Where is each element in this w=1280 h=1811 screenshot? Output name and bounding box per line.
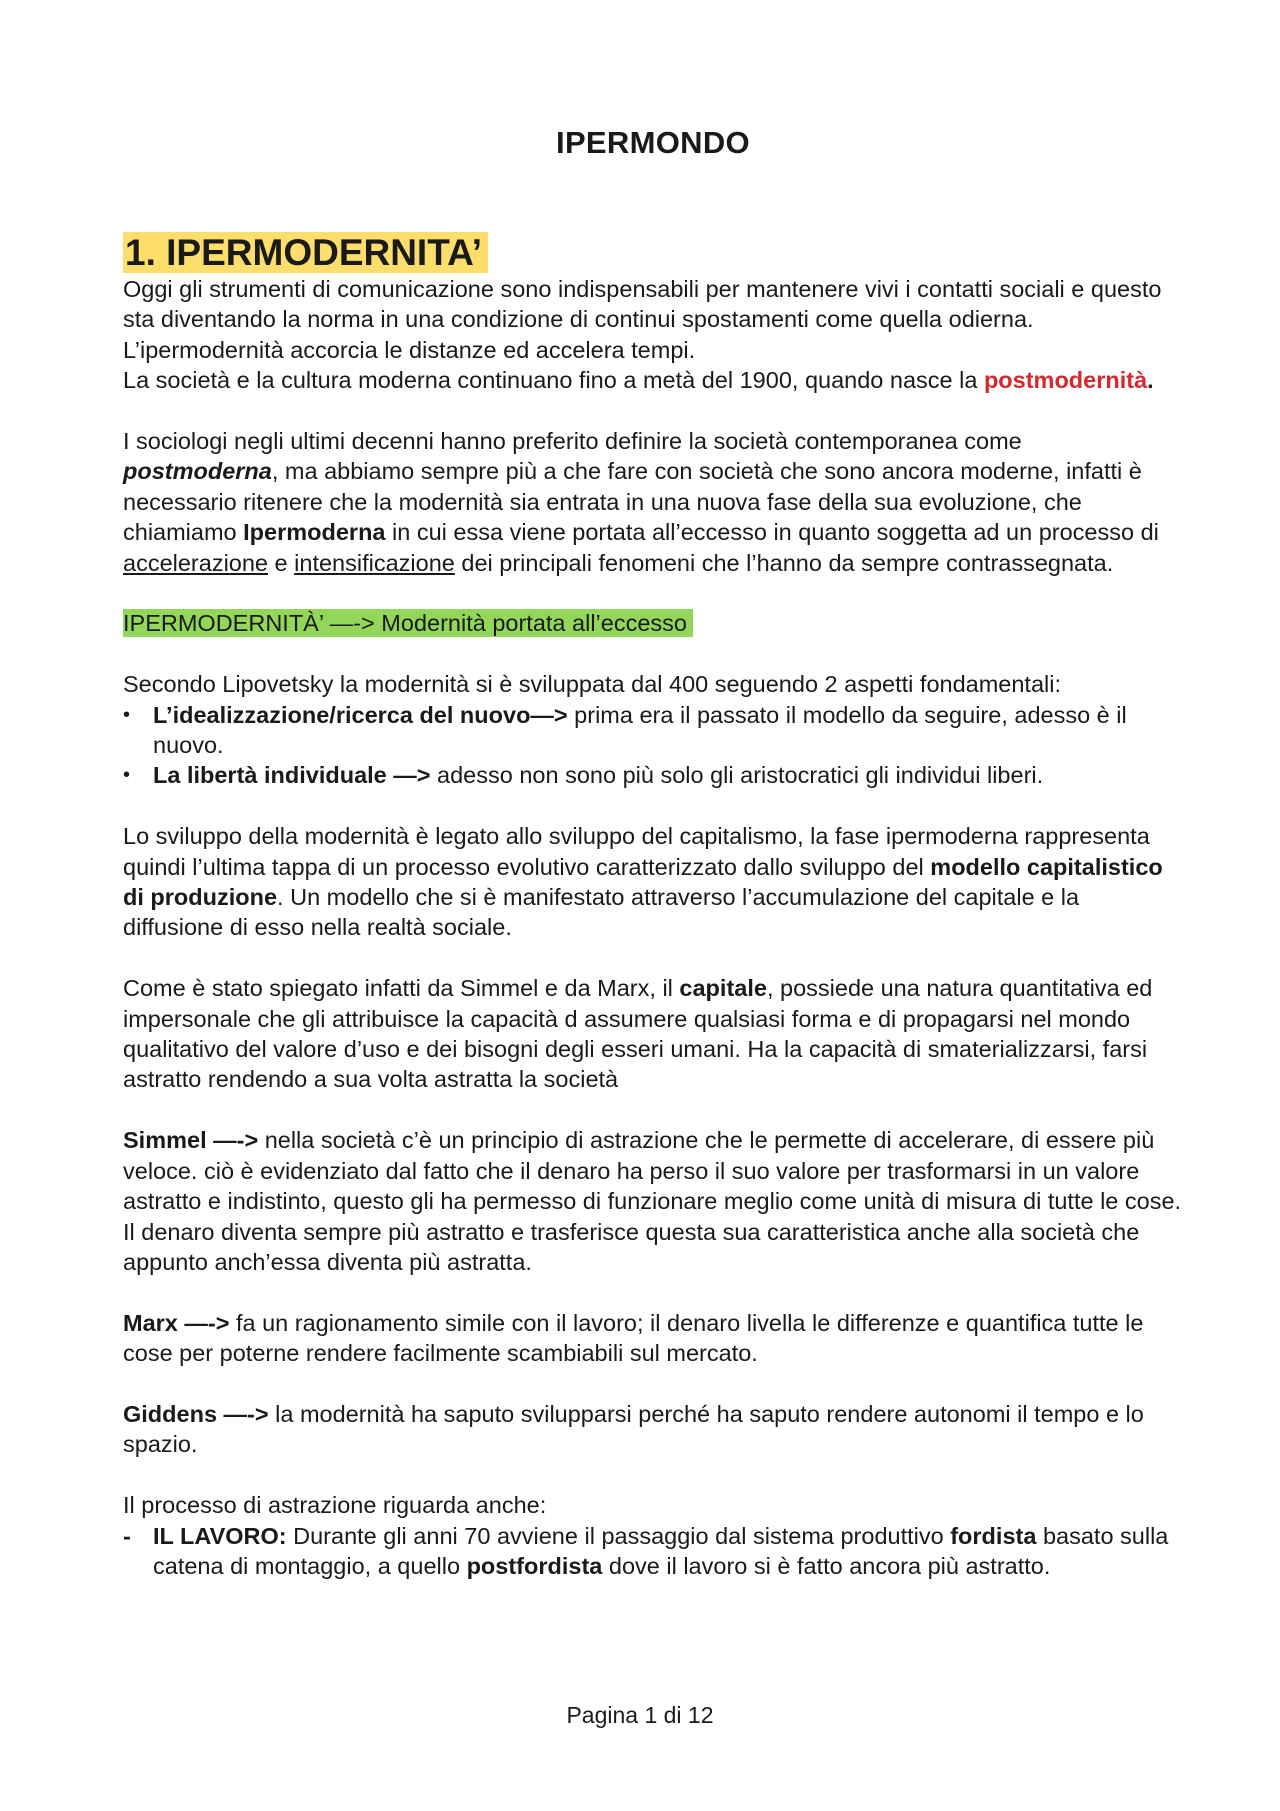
postmoderna-term: postmoderna [123,458,272,485]
text-run: dei principali fenomeni che l’hanno da sempre contrassegnata. [454,549,1114,576]
definition-highlight: IPERMODERNITÀ’ —-> Modernità portata all’eccesso [123,609,693,637]
simmel-label: Simmel —-> [123,1127,259,1154]
ipermoderna-term: Ipermoderna [243,519,386,546]
intensificazione-term: intensificazione [294,549,455,576]
text-run: fa un ragionamento simile con il lavoro; il denaro livella le differenze e quantifica tutte le cose per poterne rendere facilmente scambiabili sul mercato. [123,1309,1144,1367]
paragraph-intro [123,274,1183,396]
text-run: dove il lavoro si è fatto ancora più astratto. [602,1552,1051,1579]
text-run: Come è stato spiegato infatti da Simmel e da Marx, il [123,975,680,1002]
text-run: la modernità ha saputo svilupparsi perché ha saputo rendere autonomi il tempo e lo spazio. [123,1400,1144,1458]
list-item [123,1521,1183,1582]
paragraph-giddens [123,1399,1183,1460]
list-item-text: adesso non sono più solo gli aristocratici gli individui liberi. [430,762,1044,789]
astrazione-list [123,1521,1183,1582]
giddens-label: Giddens —-> [123,1400,269,1427]
list-item-text: prima era il passato il modello da seguire, adesso è il nuovo. [153,701,1127,759]
postfordista-term: postfordista [466,1552,603,1579]
list-item [123,700,1183,761]
intro-period: . [1147,367,1154,394]
lavoro-label: IL LAVORO: [153,1522,287,1549]
section-heading [123,230,488,276]
document-title: IPERMONDO [556,125,750,160]
fordista-term: fordista [950,1522,1037,1549]
text-run: nella società c’è un principio di astrazione che le permette di accelerare, di essere più veloce. ciò è evidenziato dal fatto che il denaro ha perso il suo valore per trasformarsi in un valore astratto e indistinto, questo gli ha permesso di funzionare meglio come unità di misura di tutte le cose. Il denaro diventa sempre più astratto e trasferisce questa sua caratteristica anche alla società che appunto anch’essa diventa più astratta. [123,1127,1182,1275]
list-item [123,760,1183,790]
accelerazione-term: accelerazione [123,549,269,576]
modello-capitalistico-term: modello capitalistico di produzione [123,853,1163,911]
text-run: in cui essa viene portata all’eccesso in quanto soggetta ad un processo di [385,519,1159,546]
text-run: Durante gli anni 70 avviene il passaggio dal sistema produttivo [286,1522,951,1549]
text-run: , possiede una natura quantitativa ed impersonale che gli attribuisce la capacità d assumere qualsiasi forma e di propagarsi nel mondo qualitativo del valore d’uso e dei bisogni degli esseri umani. Ha la capacità di smaterializzarsi, farsi astratto rendendo a sua volta astratta la società [123,975,1153,1093]
intro-text: Oggi gli strumenti di comunicazione sono indispensabili per mantenere vivi i contatti sociali e questo sta diventando la norma in una condizione di continui spostamenti come quella odierna. L’ipermodernità accorcia le distanze ed accelera tempi. [123,276,1162,363]
paragraph-capitalismo [123,821,1183,943]
postmodernita-term: postmodernità [983,367,1148,394]
page-number: Pagina 1 di 12 [566,1702,714,1728]
list-item-label: L’idealizzazione/ricerca del nuovo—> [153,701,568,728]
lipovetsky-list [123,700,1183,791]
lipovetsky-intro: Secondo Lipovetsky la modernità si è sviluppata dal 400 seguendo 2 aspetti fondamentali: [123,671,1062,698]
paragraph-sociologi [123,426,1183,578]
list-item-label: La libertà individuale —> [153,762,431,789]
paragraph-simmel [123,1125,1183,1277]
marx-label: Marx —-> [123,1309,230,1336]
capitale-term: capitale [679,975,767,1002]
document-body [123,274,1183,1581]
paragraph-marx [123,1308,1183,1369]
astrazione-intro: Il processo di astrazione riguarda anche: [123,1492,547,1519]
text-run: . Un modello che si è manifestato attraverso l’accumulazione del capitale e la diffusione di esso nella realtà sociale. [123,884,1080,941]
text-run: I sociologi negli ultimi decenni hanno preferito definire la società contemporanea come [123,428,1022,455]
text-run: , ma abbiamo sempre più a che fare con società che sono ancora moderne, infatti è necessario ritenere che la modernità sia entrata in una nuova fase della sua evoluzione, che chiamiamo [123,458,1142,546]
definition-line [123,608,1183,638]
text-run: Lo sviluppo della modernità è legato allo sviluppo del capitalismo, la fase ipermoderna rappresenta quindi l’ultima tappa di un processo evolutivo caratterizzato dallo sviluppo del [123,823,1150,880]
section-heading-highlight: 1. IPERMODERNITA’ [123,232,488,273]
text-run: e [268,549,295,576]
text-run: basato sulla catena di montaggio, a quello [153,1522,1169,1579]
paragraph-capitale [123,973,1183,1095]
intro-line2: La società e la cultura moderna continuano fino a metà del 1900, quando nasce la [123,367,984,394]
